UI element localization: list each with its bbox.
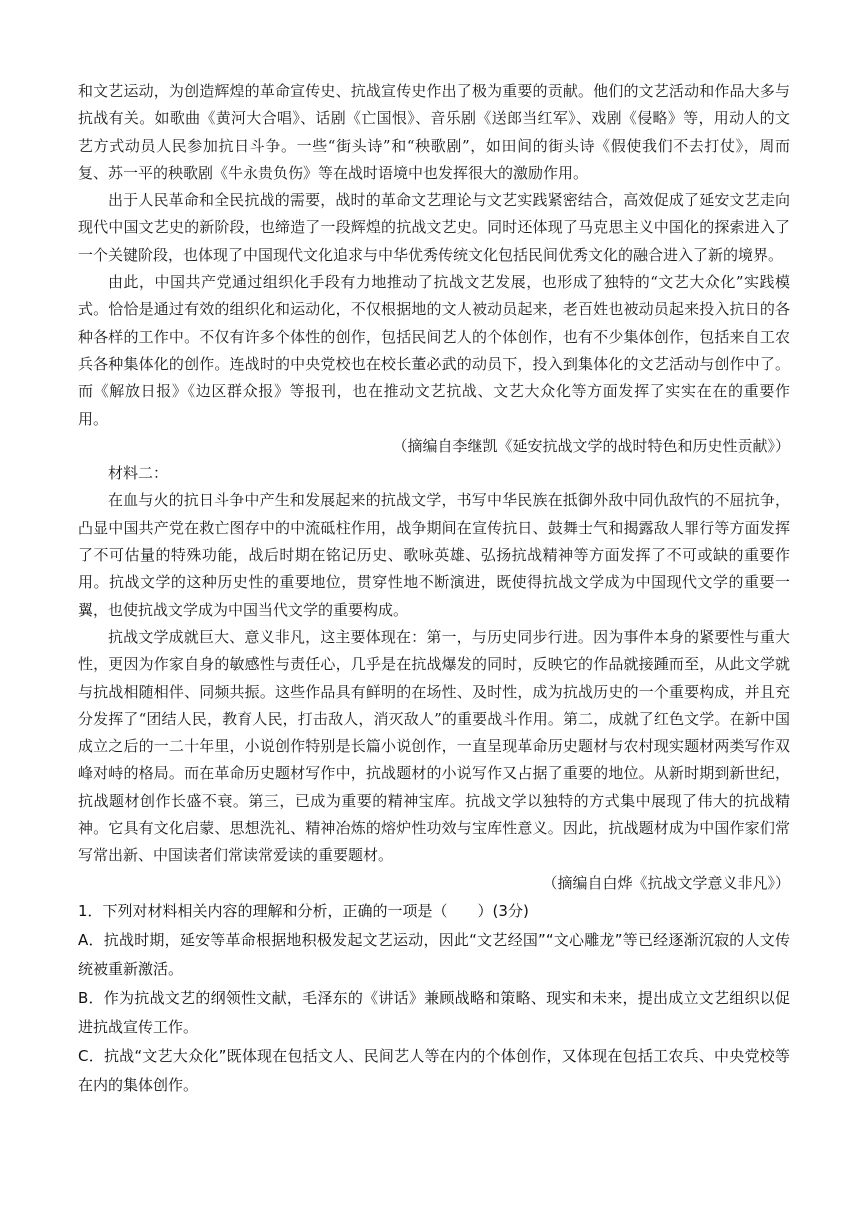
material1-source: （摘编自李继凯《延安抗战文学的战时特色和历史性贡献》） (392, 436, 790, 455)
question-1-option-a: A．抗战时期，延安等革命根据地积极发起文艺运动，因此“文艺经国”“文心雕龙”等已经逐渐沉寂的人文传统被重新激活。 (78, 930, 790, 978)
material1-paragraph-3: 由此，中国共产党通过组织化手段有力地推动了抗战文艺发展，也形成了独特的“文艺大众化”实践模式。恰恰是通过有效的组织化和运动化，不仅根据地的文人被动员起来，老百姓也被动员起来投入抗日的各种各样的工作中。不仅有许多个体性的创作，包括民间艺人的个体创作，也有不少集体创作，包括来自工农兵各种集体化的创作。连战时的中央党校也在校长董必武的动员下，投入到集体化的文艺活动与创作中了。而《解放日报》《边区群众报》等报刊，也在推动文艺抗战、文艺大众化等方面发挥了实实在在的重要作用。 (78, 273, 790, 428)
question-1-stem: 1．下列对材料相关内容的理解和分析，正确的一项是（ ）(3分) (78, 901, 529, 920)
question-1 (78, 897, 790, 1100)
question-1-option-c: C．抗战“文艺大众化”既体现在包括文人、民间艺人等在内的个体创作，又体现在包括工农兵、中央党校等在内的集体创作。 (78, 1046, 790, 1094)
question-1-option-b: B．作为抗战文艺的纲领性文献，毛泽东的《讲话》兼顾战略和策略、现实和未来，提出成立文艺组织以促进抗战宣传工作。 (78, 988, 790, 1036)
document-page (78, 78, 790, 1100)
material1-paragraph-2: 出于人民革命和全民抗战的需要，战时的革命文艺理论与文艺实践紧密结合，高效促成了延安文艺走向现代中国文艺史的新阶段，也缔造了一段辉煌的抗战文艺史。同时还体现了马克思主义中国化的探索进入了一个关键阶段，也体现了中国现代文化追求与中华优秀传统文化包括民间优秀文化的融合进入了新的境界。 (78, 191, 790, 264)
material1-paragraph-1: 和文艺运动，为创造辉煌的革命宣传史、抗战宣传史作出了极为重要的贡献。他们的文艺活动和作品大多与抗战有关。如歌曲《黄河大合唱》、话剧《亡国恨》、音乐剧《送郎当红军》、戏剧《侵略》等，用动人的文艺方式动员人民参加抗日斗争。一些“街头诗”和“秧歌剧”，如田间的街头诗《假使我们不去打仗》，周而复、苏一平的秧歌剧《牛永贵负伤》等在战时语境中也发挥很大的激励作用。 (78, 82, 790, 182)
material2-paragraph-1: 在血与火的抗日斗争中产生和发展起来的抗战文学，书写中华民族在抵御外敌中同仇敌忾的不屈抗争，凸显中国共产党在救亡图存中的中流砥柱作用，战争期间在宣传抗日、鼓舞士气和揭露敌人罪行等方面发挥了不可估量的特殊功能，战后时期在铭记历史、歌咏英雄、弘扬抗战精神等方面发挥了不可或缺的重要作用。抗战文学的这种历史性的重要地位，贯穿性地不断演进，既使得抗战文学成为中国现代文学的重要一翼，也使抗战文学成为中国当代文学的重要构成。 (78, 491, 790, 619)
material2-paragraph-2: 抗战文学成就巨大、意义非凡，这主要体现在：第一，与历史同步行进。因为事件本身的紧要性与重大性，更因为作家自身的敏感性与责任心，几乎是在抗战爆发的同时，反映它的作品就接踵而至，从此文学就与抗战相随相伴、同频共振。这些作品具有鲜明的在场性、及时性，成为抗战历史的一个重要构成，并且充分发挥了“团结人民，教育人民，打击敌人，消灭敌人”的重要战斗作用。第二，成就了红色文学。在新中国成立之后的一二十年里，小说创作特别是长篇小说创作，一直呈现革命历史题材与农村现实题材两类写作双峰对峙的格局。而在革命历史题材写作中，抗战题材的小说写作又占据了重要的地位。从新时期到新世纪，抗战题材创作长盛不衰。第三，已成为重要的精神宝库。抗战文学以独特的方式集中展现了伟大的抗战精神。它具有文化启蒙、思想洗礼、精神冶炼的熔炉性功效与宝库性意义。因此，抗战题材成为中国作家们常写常出新、中国读者们常读常爱读的重要题材。 (78, 627, 790, 865)
material2-label: 材料二： (108, 464, 169, 483)
material2-source: （摘编自白烨《抗战文学意义非凡》） (542, 873, 790, 892)
